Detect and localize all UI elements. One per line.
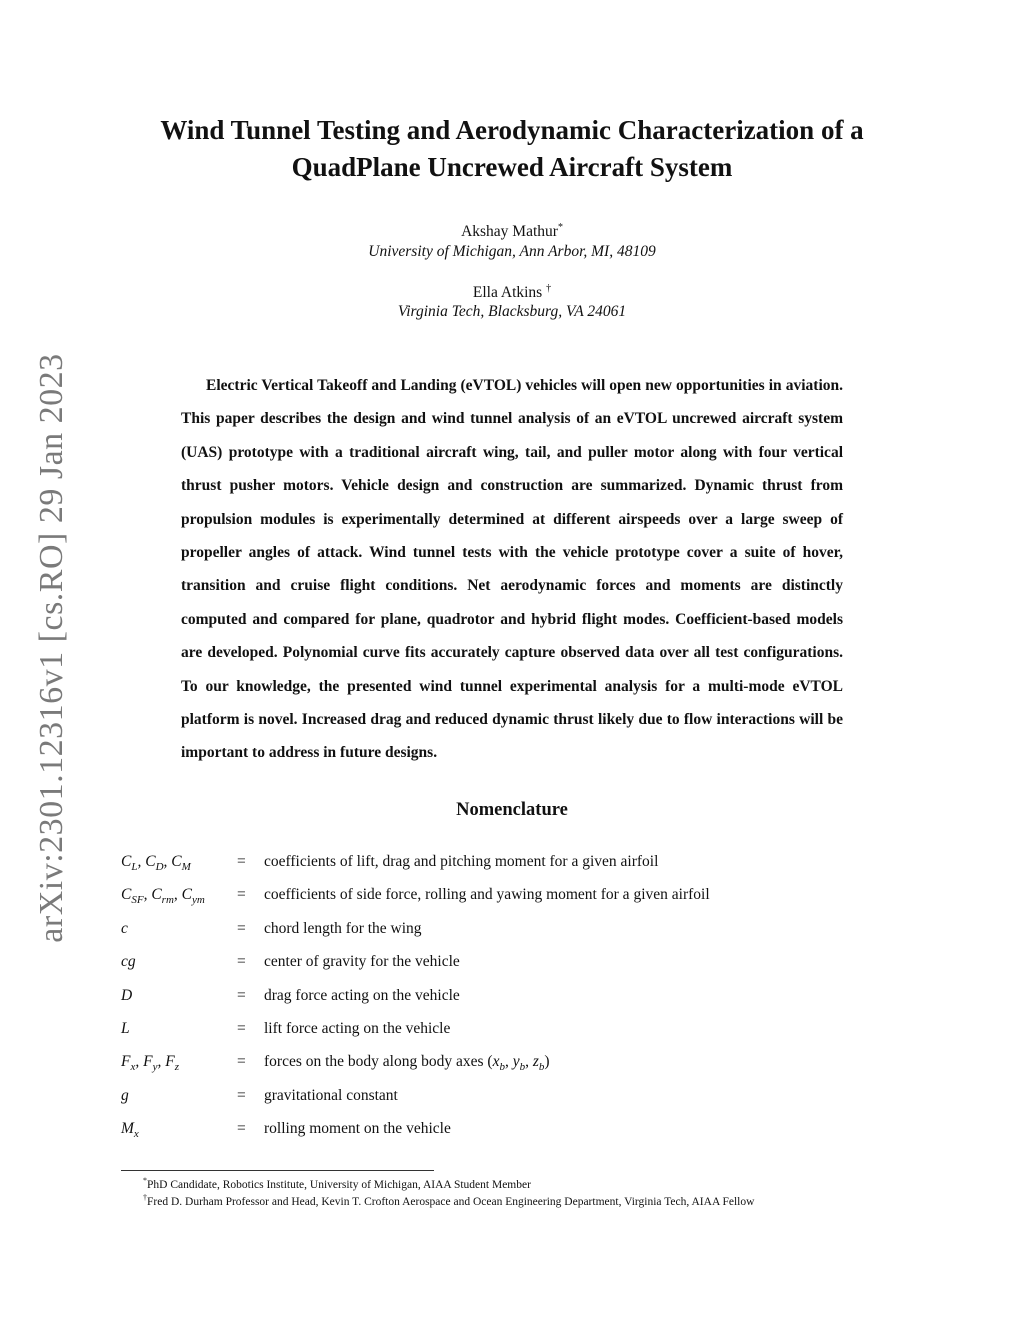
nomenclature-row (121, 883, 921, 916)
nomenclature-symbol: $M_x$ (121, 1120, 139, 1141)
equals-sign: = (237, 853, 246, 870)
nomenclature-definition: center of gravity for the vehicle (264, 953, 460, 971)
nomenclature-row (121, 984, 921, 1017)
nomenclature-heading: Nomenclature (456, 800, 568, 820)
author-1-name: Akshay Mathur (461, 223, 558, 241)
footnote-divider (121, 1170, 434, 1171)
nomenclature-symbol: $C_L$, $C_D$, $C_M$ (121, 853, 191, 874)
footnote-2 (143, 1193, 754, 1208)
nomenclature-row (121, 1117, 921, 1150)
nomenclature-definition: gravitational constant (264, 1086, 398, 1104)
footnote-1 (143, 1176, 531, 1191)
nomenclature-definition: coefficients of lift, drag and pitching moment for a given airfoil (264, 853, 659, 870)
nomenclature-definition: rolling moment on the vehicle (264, 1120, 451, 1138)
nomenclature-symbol: cg (121, 953, 136, 971)
nomenclature-symbol: g (121, 1086, 129, 1104)
footnote-2-mark: † (143, 1193, 147, 1202)
author-2-affiliation: Virginia Tech, Blacksburg, VA 24061 (397, 303, 627, 320)
footnote-2-text: Fred D. Durham Professor and Head, Kevin T. Crofton Aerospace and Ocean Engineering Department, Virginia Tech, AIAA Fellow (147, 1195, 755, 1208)
nomenclature-row (121, 850, 921, 883)
arxiv-sidebar-stamp: arXiv:2301.12316v1 [cs.RO] 29 Jan 2023 (33, 353, 70, 943)
nomenclature-row (121, 950, 921, 983)
nomenclature-row (121, 917, 921, 950)
paper-title: Wind Tunnel Testing and Aerodynamic Characterization of a QuadPlane Uncrewed Aircraft System (160, 115, 864, 182)
nomenclature-definition: coefficients of side force, rolling and yawing moment for a given airfoil (264, 886, 710, 904)
abstract: Electric Vertical Takeoff and Landing (eVTOL) vehicles will open new opportunities in aviation. This paper describes the design and wind tunnel analysis of an eVTOL uncrewed aircraft system (UAS) prototype with a traditional aircraft wing, tail, and puller motor along with four vertical thrust pusher motors. Vehicle design and construction are summarized. Dynamic thrust from propulsion modules is experimentally determined at different airspeeds over a large sweep of propeller angles of attack. Wind tunnel tests with the vehicle prototype cover a suite of hover, transition and cruise flight conditions. Net aerodynamic forces and moments are distinctly computed and compared for plane, quadrotor and hybrid flight modes. Coefficient-based models are developed. Polynomial curve fits accurately capture observed data over all test configurations. To our knowledge, the presented wind tunnel experimental analysis for a multi-mode eVTOL platform is novel. Increased drag and reduced dynamic thrust likely due to flow interactions will be important to address in future designs. (181, 377, 843, 762)
nomenclature-symbol: $C_{SF}$, $C_{rm}$, $C_{ym}$ (121, 886, 205, 907)
nomenclature-definition: forces on the body along body axes ($x_b$, $y_b$, $z_b$) (264, 1053, 550, 1074)
equals-sign: = (237, 953, 246, 971)
nomenclature-row (121, 1050, 921, 1083)
nomenclature-row (121, 1017, 921, 1050)
equals-sign: = (237, 1019, 246, 1037)
nomenclature-definition: lift force acting on the vehicle (264, 1019, 451, 1037)
nomenclature-symbol: c (121, 919, 128, 937)
author-1-mark: * (557, 222, 563, 233)
author-2-mark: † (546, 283, 552, 294)
nomenclature-definition: drag force acting on the vehicle (264, 986, 460, 1004)
nomenclature-list (121, 850, 921, 1151)
nomenclature-symbol: D (121, 986, 133, 1004)
equals-sign: = (237, 886, 246, 904)
footnote-1-text: PhD Candidate, Robotics Institute, University of Michigan, AIAA Student Member (147, 1178, 531, 1191)
footnote-1-mark: * (143, 1176, 147, 1185)
author-2-name: Ella Atkins (472, 284, 547, 302)
nomenclature-symbol: $F_x$, $F_y$, $F_z$ (121, 1053, 179, 1074)
author-2 (0, 283, 1024, 302)
nomenclature-symbol: L (121, 1019, 130, 1037)
equals-sign: = (237, 1120, 246, 1138)
nomenclature-definition: chord length for the wing (264, 919, 422, 937)
author-1 (0, 222, 1024, 241)
equals-sign: = (237, 1086, 246, 1104)
equals-sign: = (237, 986, 246, 1004)
equals-sign: = (237, 1053, 246, 1071)
author-1-affiliation: University of Michigan, Ann Arbor, MI, 48109 (368, 243, 656, 260)
nomenclature-row (121, 1084, 921, 1117)
equals-sign: = (237, 919, 246, 937)
